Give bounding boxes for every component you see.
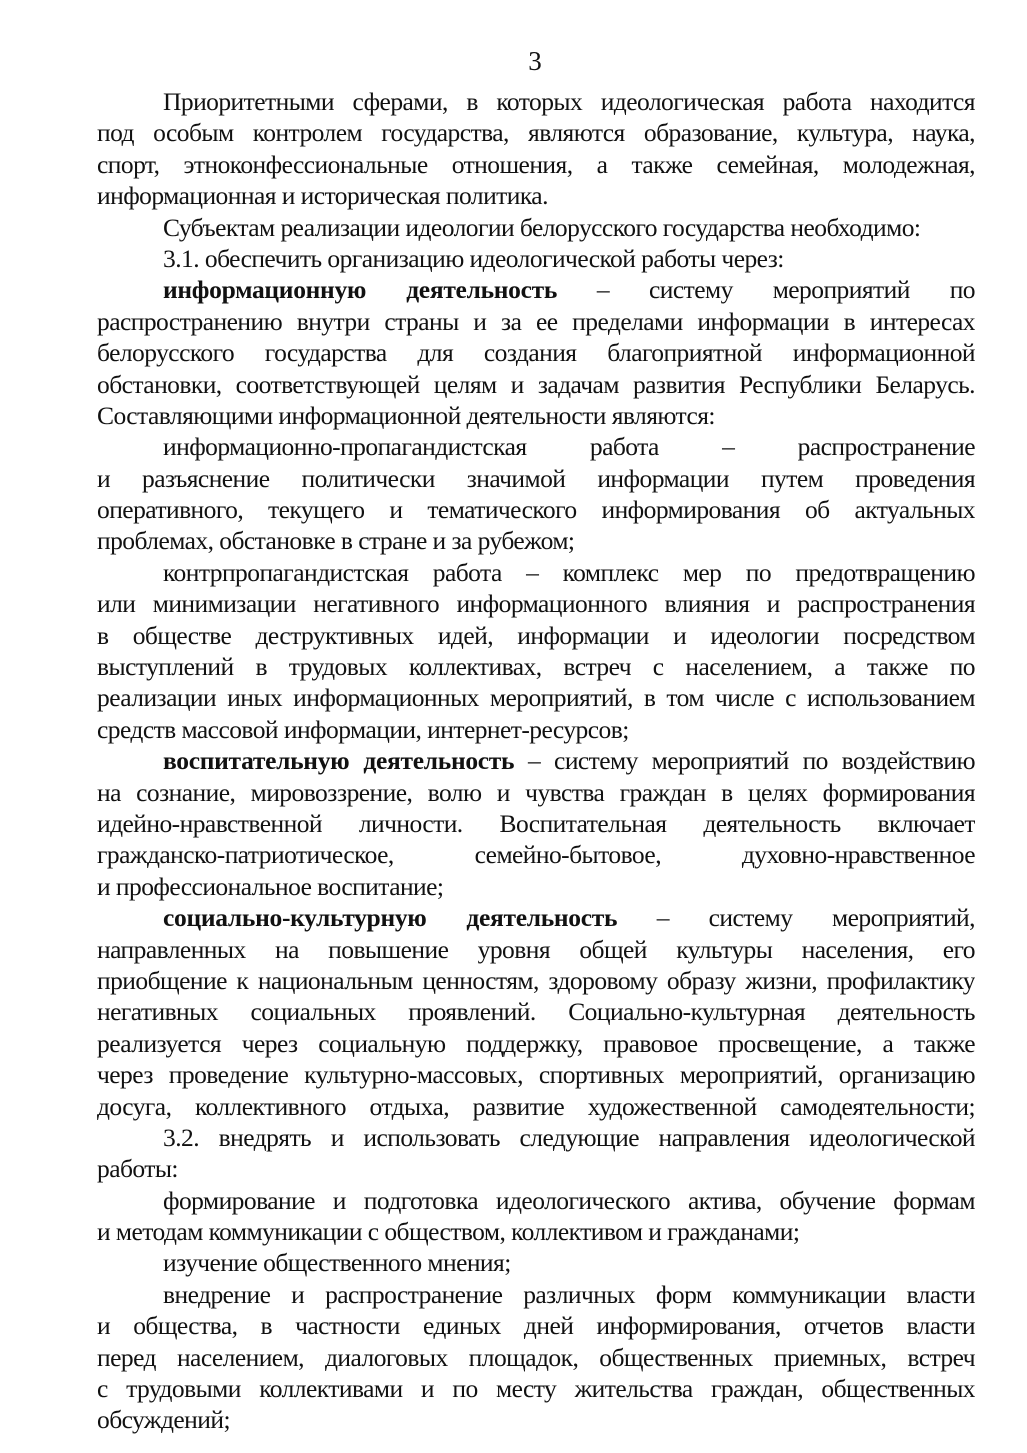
line-text: Приоритетными сферами, в которых идеологическая работа находится: [163, 87, 975, 116]
text-line: [97, 243, 975, 274]
line-text: направленных на повышение уровня общей культуры населения, его: [97, 934, 975, 964]
line-text: средств массовой информации, интернет-ресурсов;: [97, 714, 629, 744]
line-text: работы:: [97, 1154, 178, 1184]
line-text: в обществе деструктивных идей, информации и идеологии посредством: [97, 620, 975, 650]
line-text: оперативного, текущего и тематического информирования об актуальных: [97, 495, 975, 525]
text-line: [97, 86, 975, 117]
text-line: [97, 777, 975, 808]
line-text: через проведение культурно-массовых, спортивных мероприятий, организацию: [97, 1060, 975, 1090]
line-text: информационная и историческая политика.: [97, 181, 548, 211]
line-text: перед населением, диалоговых площадок, общественных приемных, встреч: [97, 1342, 975, 1372]
text-line: [97, 996, 975, 1027]
text-line: [97, 1091, 975, 1122]
text-line: [97, 149, 975, 180]
line-text: реализации иных информационных мероприятий, в том числе с использованием: [97, 683, 975, 713]
line-text: 3.2. внедрять и использовать следующие направления идеологической: [163, 1122, 975, 1152]
line-text: – систему мероприятий по воздействию: [514, 746, 975, 776]
text-line: [97, 745, 975, 776]
bold-term: социально-культурную деятельность: [163, 903, 618, 933]
text-line: [97, 431, 975, 462]
line-text: под особым контролем государства, являются образование, культура, наука,: [97, 118, 975, 148]
text-line: [97, 525, 975, 556]
text-line: [97, 714, 975, 745]
text-line: [97, 902, 975, 933]
text-line: [97, 557, 975, 588]
text-line: [97, 400, 975, 431]
line-text: негативных социальных проявлений. Социально-культурная деятельность: [97, 997, 975, 1027]
bold-term: воспитательную деятельность: [163, 746, 515, 776]
line-text: и общества, в частности единых дней информирования, отчетов власти: [97, 1311, 975, 1341]
line-text: контрпропагандистская работа – комплекс мер по предотвращению: [163, 557, 975, 587]
text-line: [97, 274, 975, 305]
line-text: белорусского государства для создания благоприятной информационной: [97, 338, 975, 368]
text-line: [97, 1342, 975, 1373]
line-text: распространению внутри страны и за ее пределами информации в интересах: [97, 306, 975, 336]
line-text: спорт, этноконфессиональные отношения, а также семейная, молодежная,: [97, 149, 975, 179]
text-line: [97, 871, 975, 902]
text-line: [97, 934, 975, 965]
text-line: [97, 620, 975, 651]
line-text: гражданско-патриотическое, семейно-бытовое, духовно-нравственное: [97, 840, 975, 870]
text-line: [97, 306, 975, 337]
line-text: реализуется через социальную поддержку, правовое просвещение, а также: [97, 1028, 975, 1058]
text-line: [97, 1279, 975, 1310]
text-line: [97, 839, 975, 870]
page-number: 3: [528, 46, 542, 76]
line-text: – систему мероприятий по: [557, 275, 975, 305]
text-line: [97, 1122, 975, 1153]
text-line: [97, 1216, 975, 1247]
text-line: [97, 117, 975, 148]
text-line: [97, 1059, 975, 1090]
text-line: [97, 337, 975, 368]
line-text: – систему мероприятий,: [617, 903, 975, 933]
line-text: и разъяснение политически значимой информации путем проведения: [97, 463, 975, 493]
text-line: [97, 369, 975, 400]
line-text: с трудовыми коллективами и по месту жительства граждан, общественных: [97, 1374, 975, 1404]
line-text: Субъектам реализации идеологии белорусского государства необходимо:: [163, 212, 921, 242]
line-text: Составляющими информационной деятельности являются:: [97, 400, 715, 430]
line-text: идейно-нравственной личности. Воспитательная деятельность включает: [97, 808, 975, 838]
line-text: проблемах, обстановке в стране и за рубежом;: [97, 526, 575, 556]
line-text: формирование и подготовка идеологического актива, обучение формам: [163, 1185, 975, 1215]
text-line: [97, 588, 975, 619]
line-text: или минимизации негативного информационного влияния и распространения: [97, 589, 975, 619]
line-text: 3.1. обеспечить организацию идеологической работы через:: [163, 243, 784, 273]
line-text: и методам коммуникации с обществом, коллективом и гражданами;: [97, 1217, 800, 1247]
line-text: изучение общественного мнения;: [163, 1248, 511, 1278]
text-line: [97, 808, 975, 839]
line-text: выступлений в трудовых коллективах, встреч с населением, а также по: [97, 652, 975, 682]
text-line: [97, 651, 975, 682]
text-line: [97, 1373, 975, 1404]
text-line: [97, 1310, 975, 1341]
line-text: приобщение к национальным ценностям, здоровому образу жизни, профилактику: [97, 965, 975, 995]
line-text: внедрение и распространение различных форм коммуникации власти: [163, 1279, 975, 1309]
text-line: [97, 682, 975, 713]
line-text: досуга, коллективного отдыха, развитие художественной самодеятельности;: [97, 1091, 975, 1121]
text-line: [97, 1185, 975, 1216]
bold-term: информационную деятельность: [163, 275, 558, 305]
text-line: [97, 494, 975, 525]
line-text: информационно-пропагандистская работа – распространение: [163, 432, 975, 462]
text-line: [97, 1404, 975, 1435]
line-text: на сознание, мировоззрение, волю и чувства граждан в целях формирования: [97, 777, 975, 807]
line-text: обсуждений;: [97, 1405, 231, 1435]
document-body: [97, 86, 975, 1436]
line-text: и профессиональное воспитание;: [97, 871, 444, 901]
text-line: [97, 1247, 975, 1278]
text-line: [97, 965, 975, 996]
text-line: [97, 212, 975, 243]
text-line: [97, 1153, 975, 1184]
text-line: [97, 1028, 975, 1059]
line-text: обстановки, соответствующей целям и задачам развития Республики Беларусь.: [97, 369, 975, 399]
text-line: [97, 180, 975, 211]
text-line: [97, 463, 975, 494]
